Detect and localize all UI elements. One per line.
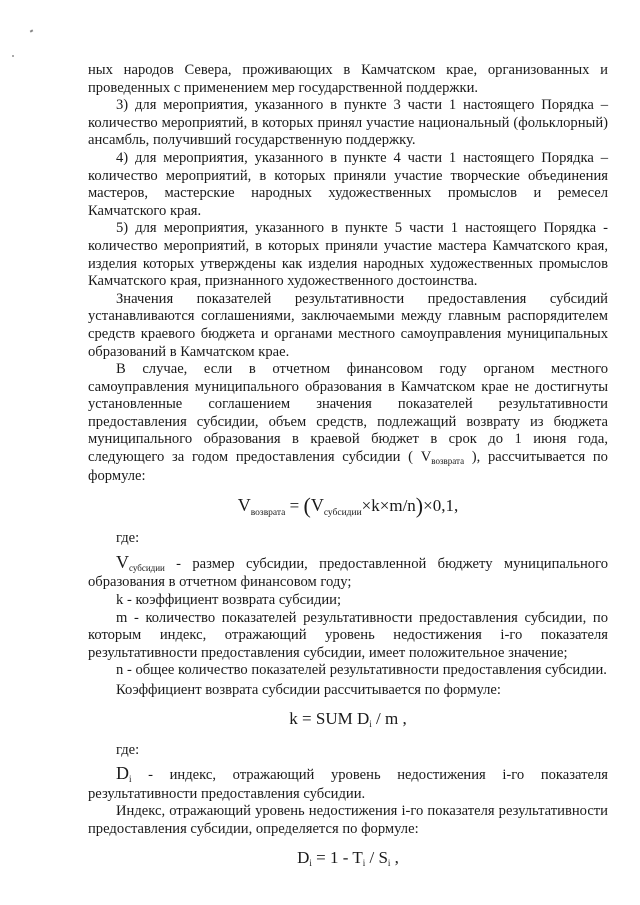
paragraph-coefficient: Коэффициент возврата субсидии рассчитывается по формуле: bbox=[116, 682, 501, 698]
scan-mark bbox=[30, 29, 34, 32]
paragraph-item-4: 4) для мероприятия, указанного в пункте 4 части 1 настоящего Порядка – количество мероприятий, в которых приняли участие творческие объединения мастеров, мастерские народных художественных промыслов и ремесел Камчатского края. bbox=[88, 149, 608, 219]
paragraph-continuation: ных народов Севера, проживающих в Камчатском крае, организованных и проведенных с применением мер государственной поддержки. bbox=[88, 62, 608, 96]
definition-m: m - количество показателей результативности предоставления субсидии, по которым индекс, отражающий уровень недостижения i-го показателя результативности предоставления субсидии, имеет положительное значение; bbox=[88, 609, 608, 661]
refund-symbol: $V_{возврата}$ bbox=[420, 449, 465, 467]
formula-index: Di = 1 - Ti / Si , bbox=[297, 847, 399, 868]
paragraph-index: Индекс, отражающий уровень недостижения i-го показателя результативности предоставления субсидии, определяется по формуле: bbox=[88, 803, 608, 837]
paragraph-refund-condition: В случае, если в отчетном финансовом году органом местного самоуправления муниципального образования в Камчатском крае не достигнуты установленные соглашением значения показателей результативности предоставления субсидии, объем средств, подлежащий возврату из бюджета муниципального образования в краевой бюджет в срок до 1 июня года, следующего за годом предоставления субсидии ( $V_{возврата}$ ), рассчитывается по формуле: bbox=[88, 361, 608, 484]
refund-condition-text: В случае, если в отчетном финансовом году органом местного самоуправления муниципального образования в Камчатском крае не достигнуты установленные соглашением значения показателей результативности предоставления субсидии, объем средств, подлежащий возврату из бюджета муниципального образования в краевой бюджет в срок до 1 июня года, следующего за годом предоставления субсидии ( bbox=[88, 361, 608, 466]
definition-k: k - коэффициент возврата субсидии; bbox=[116, 592, 342, 609]
formula-coefficient: k = SUM Di / m , bbox=[289, 708, 407, 729]
scan-mark bbox=[12, 55, 14, 57]
definition-d-index: $D_i$ - индекс, отражающий уровень недостижения i-го показателя результативности предоставления субсидии. bbox=[88, 763, 608, 802]
paragraph-indicator-values: Значения показателей результативности предоставления субсидий устанавливаются соглашениями, заключаемыми между главным распорядителем средств краевого бюджета и органами местного самоуправления муниципальных образований в Камчатском крае. bbox=[88, 290, 608, 360]
formula-refund: $V_{возврата} = (V_{субсидии}\times k\times m/n)\times 0,1$, bbox=[237, 493, 459, 519]
where-label: где: bbox=[116, 741, 140, 758]
document-body bbox=[88, 62, 608, 881]
definition-v-subsidy: $V_{субсидии}$ - размер субсидии, предоставленной бюджету муниципального образования в отчетном финансовом году; bbox=[88, 551, 608, 591]
definition-n: n - общее количество показателей результативности предоставления субсидии. bbox=[116, 662, 607, 679]
paragraph-item-3: 3) для мероприятия, указанного в пункте 3 части 1 настоящего Порядка – количество мероприятий, в которых принял участие национальный (фольклорный) ансамбль, получивший государственную поддержку. bbox=[88, 97, 608, 149]
where-label: где: bbox=[116, 530, 140, 547]
paragraph-item-5: 5) для мероприятия, указанного в пункте 5 части 1 настоящего Порядка - количество мероприятий, в которых приняли участие мастера Камчатского края, изделия которых утверждены как изделия народных художественных промыслов Камчатского края, признанного художественного достоинства. bbox=[88, 220, 608, 290]
